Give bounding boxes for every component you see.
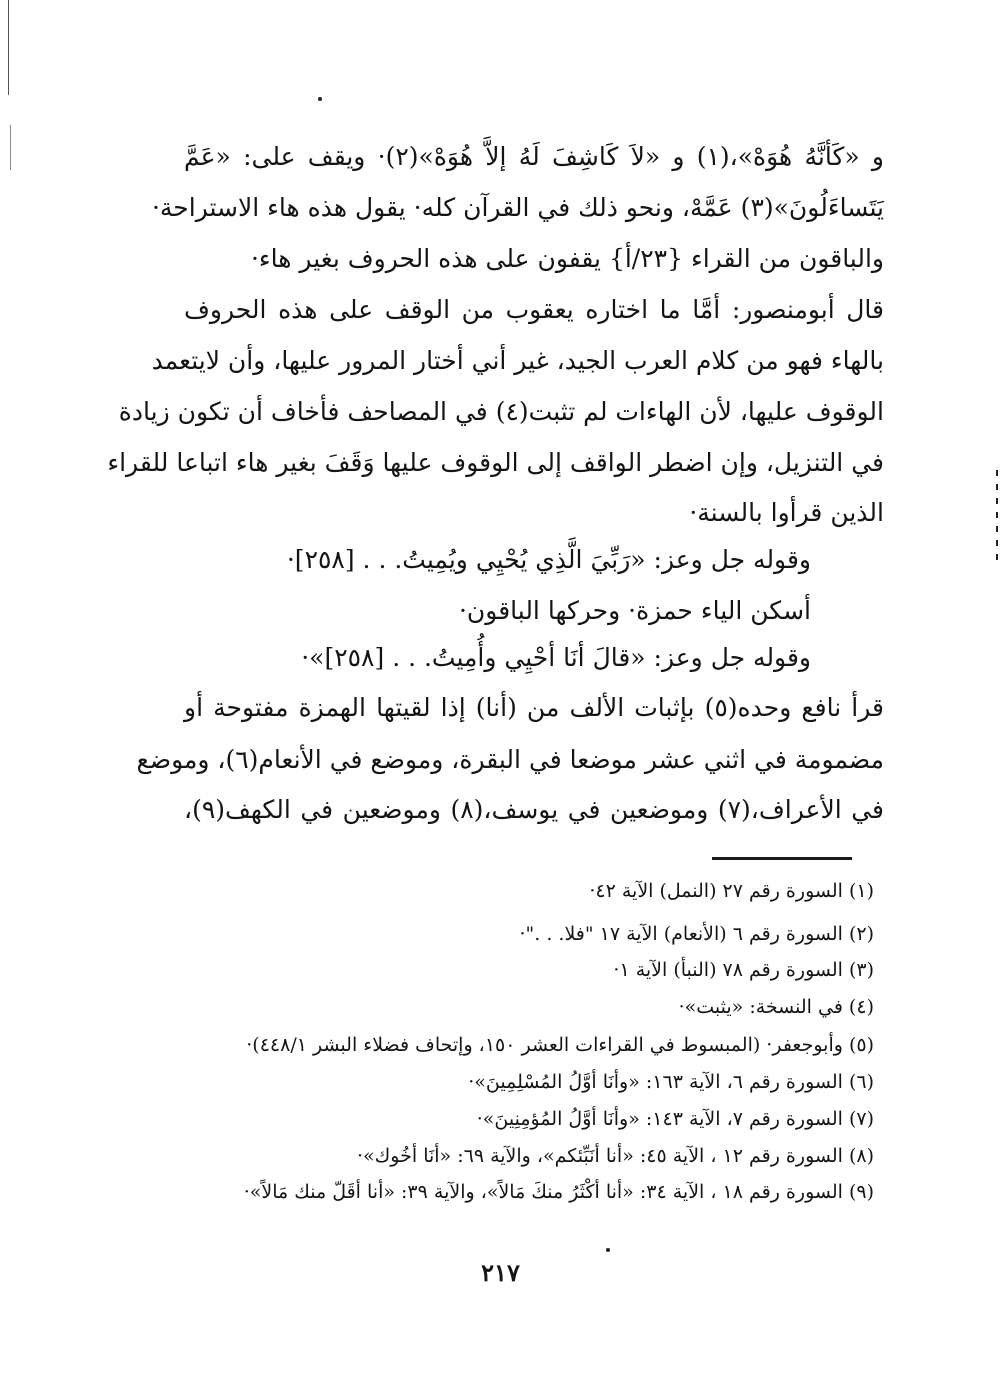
- body-line-11: في الأعراف،(٧) وموضعين في يوسف،(٨) وموضعين في الكهف(٩)،: [184, 795, 884, 824]
- footnote-9: (٩) السورة رقم ١٨ ، الآية ٣٤: «أنا أكْثَرُ منكَ مَالاً»، والآية ٣٩: «أنا أقَلّ منك مَالاً»·: [243, 1181, 874, 1203]
- footnote-7: (٧) السورة رقم ٧، الآية ١٤٣: «وأنَا أوَّلُ المُؤمِنِينَ»·: [476, 1108, 874, 1130]
- scan-speck: [606, 1248, 610, 1252]
- body-line-6: الوقوف عليها، لأن الهاءات لم تثبت(٤) في المصاحف فأخاف أن تكون زيادة: [118, 397, 884, 426]
- footnote-6: (٦) السورة رقم ٦، الآية ١٦٣: «وأنَا أوَّلُ المُسْلِمِينَ»·: [468, 1071, 874, 1093]
- body-line-7: في التنزيل، وإن اضطر الواقف إلى الوقوف عليها وَقَفَ بغير هاء اتباعا للقراء: [107, 448, 884, 477]
- body-line-8: الذين قرأوا بالسنة·: [689, 498, 884, 527]
- body-line-3: والباقون من القراء {٢٣/أ} يقفون على هذه الحروف بغير هاء·: [250, 244, 884, 273]
- verse-quote-2: وقوله جل وعز: «قالَ أنَا أحْيِي وأُمِيتُ. . . [٢٥٨]»·: [301, 643, 811, 672]
- footnote-2: (٢) السورة رقم ٦ (الأنعام) الآية ١٧ "فلا. . ."·: [519, 923, 874, 945]
- reading-note-1: أسكن الياء حمزة· وحركها الباقون·: [458, 596, 811, 625]
- body-line-4: قال أبومنصور: أمَّا ما اختاره يعقوب من الوقف على هذه الحروف: [184, 295, 884, 324]
- body-line-10: مضمومة في اثني عشر موضعا في البقرة، وموضع في الأنعام(٦)، وموضع: [136, 745, 884, 774]
- body-line-2: يَتَساءَلُونَ»(٣) عَمَّهْ، ونحو ذلك في القرآن كله· يقول هذه هاء الاستراحة·: [151, 193, 884, 222]
- scan-speck: [318, 97, 322, 101]
- footnote-3: (٣) السورة رقم ٧٨ (النبأ) الآية ١·: [613, 959, 874, 981]
- footnote-4: (٤) في النسخة: «يثبت»·: [678, 996, 874, 1018]
- scan-edge-mark: [10, 125, 11, 170]
- scan-edge-mark: [8, 0, 9, 95]
- footnote-1: (١) السورة رقم ٢٧ (النمل) الآية ٤٢·: [589, 880, 874, 902]
- verse-quote-1: وقوله جل وعز: «رَبِّيَ الَّذِي يُحْيِي ويُمِيتُ. . . [٢٥٨]·: [286, 545, 811, 574]
- body-line-5: بالهاء فهو من كلام العرب الجيد، غير أني أختار المرور عليها، وأن لايتعمد: [151, 346, 884, 375]
- footnote-separator: [712, 857, 852, 860]
- body-line-9: قرأ نافع وحده(٥) بإثبات الألف من (أنا) إذا لقيتها الهمزة مفتوحة أو: [184, 693, 884, 722]
- body-line-1: و «كَأنَّهُ هُوَهْ»،(١) و «لاَ كَاشِفَ لَهُ إلاَّ هُوَهْ»(٢)· ويقف على: «عَمَّ: [184, 142, 884, 171]
- footnote-8: (٨) السورة رقم ١٢ ، الآية ٤٥: «أنا أنَبِّئكم»، والآية ٦٩: «أنَا أخُوك»·: [356, 1145, 874, 1167]
- page-number: ٢١٧: [481, 1258, 520, 1287]
- scan-edge-mark: [996, 470, 998, 560]
- footnote-5: (٥) وأبوجعفر· (المبسوط في القراءات العشر ١٥٠، وإتحاف فضلاء البشر ٤٤٨/١)·: [246, 1034, 874, 1056]
